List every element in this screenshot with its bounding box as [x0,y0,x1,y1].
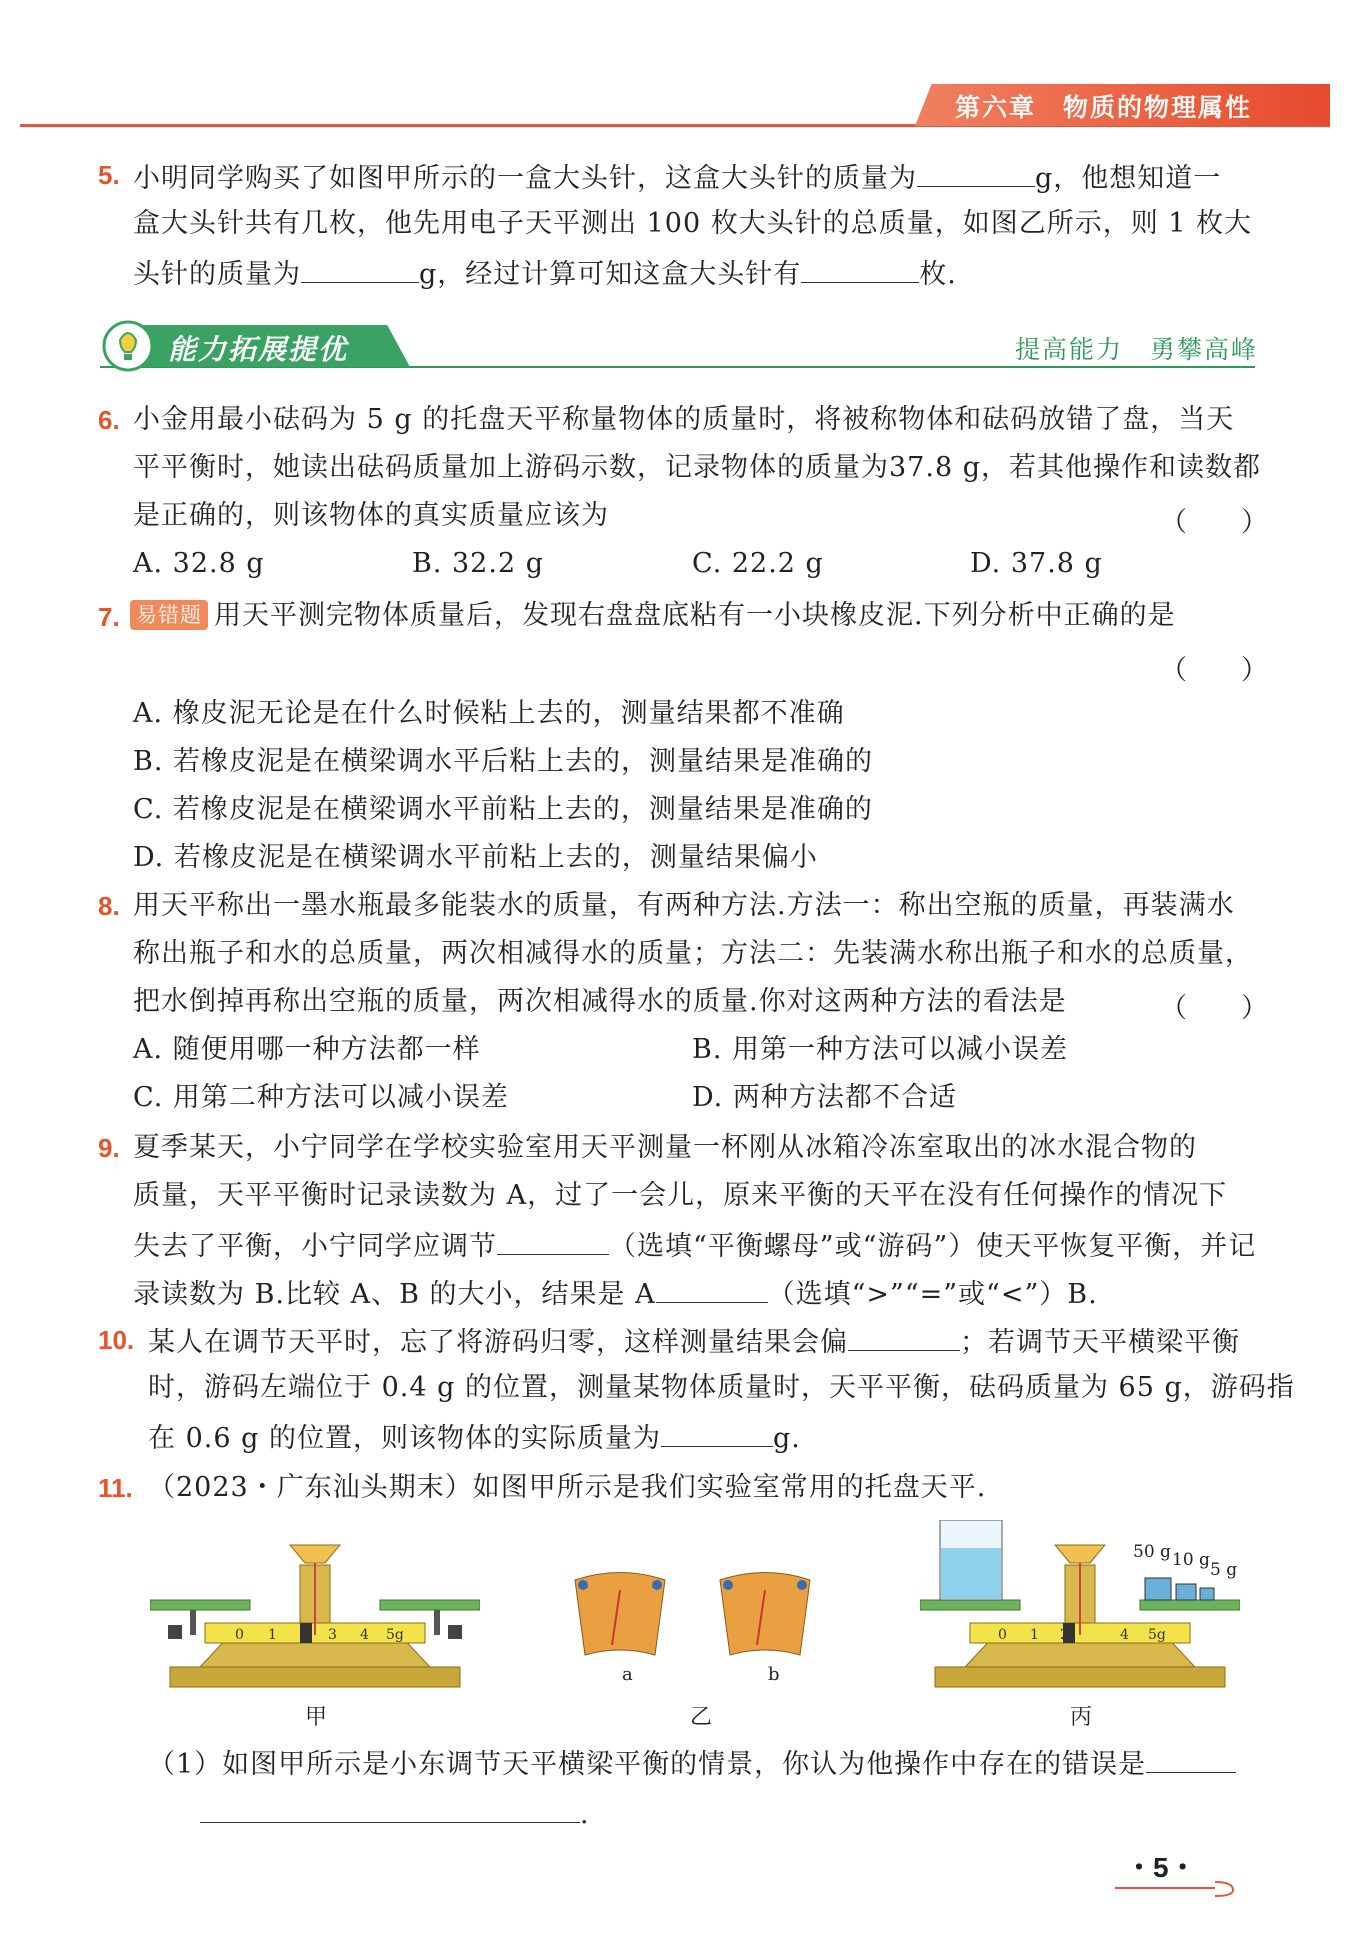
figure-caption-jia: 甲 [305,1705,328,1730]
dial-label-a: a [622,1664,633,1685]
svg-text:4: 4 [360,1627,369,1643]
answer-paren: （ ） [1160,655,1268,686]
weight-label-10g: 10 g [1172,1550,1210,1570]
q11-part1: （1）如图甲所示是小东调节天平横梁平衡的情景，你认为他操作中存在的错误是 [148,1742,1236,1785]
q7-line1: 易错题 用天平测完物体质量后，发现右盘盘底粘有一小块橡皮泥.下列分析中正确的是 [130,596,1176,636]
option-b: B. 32.2 g [412,548,544,579]
error-prone-tag: 易错题 [130,600,208,630]
question-number: 9. [98,1133,120,1163]
option-a: A. 橡皮泥无论是在什么时候粘上去的，测量结果都不准确 [133,698,845,729]
svg-text:4: 4 [1120,1627,1129,1643]
svg-text:2: 2 [300,1627,309,1643]
balance-figure-bing [920,1520,1240,1695]
svg-text:0: 0 [235,1627,244,1643]
lightbulb-icon [100,318,156,374]
svg-text:1: 1 [268,1627,277,1643]
q10-line2: 时，游码左端位于 0.4 g 的位置，测量某物体质量时，天平平衡，砝码质量为 65 g，游码指 [148,1372,1295,1403]
q9-line4: 录读数为 B.比较 A、B 的大小，结果是 A （选填“>”“=”或“<”）B. [133,1272,1098,1315]
figure-caption-yi: 乙 [690,1705,713,1730]
option-c: C. 若橡皮泥是在横梁调水平前粘上去的，测量结果是准确的 [133,794,873,825]
dial-label-b: b [768,1664,780,1685]
option-d: D. 两种方法都不合适 [692,1082,957,1113]
page-number: ・5・ [1125,1852,1197,1883]
question-number: 8. [98,891,120,921]
q10-line3: 在 0.6 g 的位置，则该物体的实际质量为 g. [148,1416,801,1459]
option-a: A. 32.8 g [133,548,265,579]
option-b: B. 用第一种方法可以减小误差 [692,1034,1069,1065]
figure-caption-bing: 丙 [1070,1705,1093,1730]
option-d: D. 若橡皮泥是在横梁调水平前粘上去的，测量结果偏小 [133,842,818,873]
svg-text:0: 0 [998,1627,1007,1643]
q11-part1-cont: . [200,1792,590,1835]
weight-label-5g: 5 g [1210,1560,1238,1580]
q9-line2: 质量，天平平衡时记录读数为 A，过了一会儿，原来平衡的天平在没有任何操作的情况下 [133,1180,1228,1211]
q5-line1: 小明同学购买了如图甲所示的一盒大头针，这盒大头针的质量为 g，他想知道一 [133,156,1221,199]
option-c: C. 用第二种方法可以减小误差 [133,1082,509,1113]
question-number: 11. [98,1473,133,1503]
q8-line3: 把水倒掉再称出空瓶的质量，两次相减得水的质量.你对这两种方法的看法是 [133,986,1067,1017]
svg-text:3: 3 [328,1627,337,1643]
question-number: 7. [98,602,120,632]
q8-line1: 用天平称出一墨水瓶最多能装水的质量，有两种方法.方法一：称出空瓶的质量，再装满水 [133,890,1235,921]
question-number: 5. [98,160,120,190]
chapter-title: 第六章 物质的物理属性 [955,93,1253,122]
answer-paren: （ ） [1160,507,1268,538]
q11-line1: （2023・广东汕头期末）如图甲所示是我们实验室常用的托盘天平. [148,1472,987,1503]
question-number: 10. [98,1325,135,1355]
svg-text:2: 2 [1060,1627,1069,1643]
section-title: 能力拓展提优 [168,333,349,366]
q10-line1: 某人在调节天平时，忘了将游码归零，这样测量结果会偏 ；若调节天平横梁平衡 [148,1320,1240,1363]
option-c: C. 22.2 g [692,548,824,579]
svg-text:5g: 5g [386,1627,404,1643]
q6-line1: 小金用最小砝码为 5 g 的托盘天平称量物体的质量时，将被称物体和砝码放错了盘，当天 [133,404,1235,435]
weight-label-50g: 50 g [1133,1542,1171,1562]
q8-line2: 称出瓶子和水的总质量，两次相减得水的质量；方法二：先装满水称出瓶子和水的总质量， [133,938,1253,969]
option-d: D. 37.8 g [970,548,1103,579]
page-number-underline [1115,1880,1245,1900]
q6-line2: 平平衡时，她读出砝码质量加上游码示数，记录物体的质量为37.8 g，若其他操作和读数都 [133,452,1261,483]
section-slogan: 提高能力 勇攀高峰 [1015,335,1259,364]
option-b: B. 若橡皮泥是在横梁调水平后粘上去的，测量结果是准确的 [133,746,874,777]
q5-line2: 盒大头针共有几枚，他先用电子天平测出 100 枚大头针的总质量，如图乙所示，则 1 枚大 [133,208,1253,239]
q5-line3: 头针的质量为 g，经过计算可知这盒大头针有 枚. [133,252,957,295]
option-a: A. 随便用哪一种方法都一样 [133,1034,481,1065]
balance-figure-jia [150,1535,480,1695]
q9-line3: 失去了平衡，小宁同学应调节 （选填“平衡螺母”或“游码”）使天平恢复平衡，并记 [133,1224,1256,1267]
svg-text:1: 1 [1030,1627,1039,1643]
question-number: 6. [98,405,120,435]
q9-line1: 夏季某天，小宁同学在学校实验室用天平测量一杯刚从冰箱冷冻室取出的冰水混合物的 [133,1132,1197,1163]
dial-figure-yi [565,1570,835,1680]
q6-line3: 是正确的，则该物体的真实质量应该为 [133,500,609,531]
answer-paren: （ ） [1160,993,1268,1024]
svg-text:5g: 5g [1148,1627,1166,1643]
